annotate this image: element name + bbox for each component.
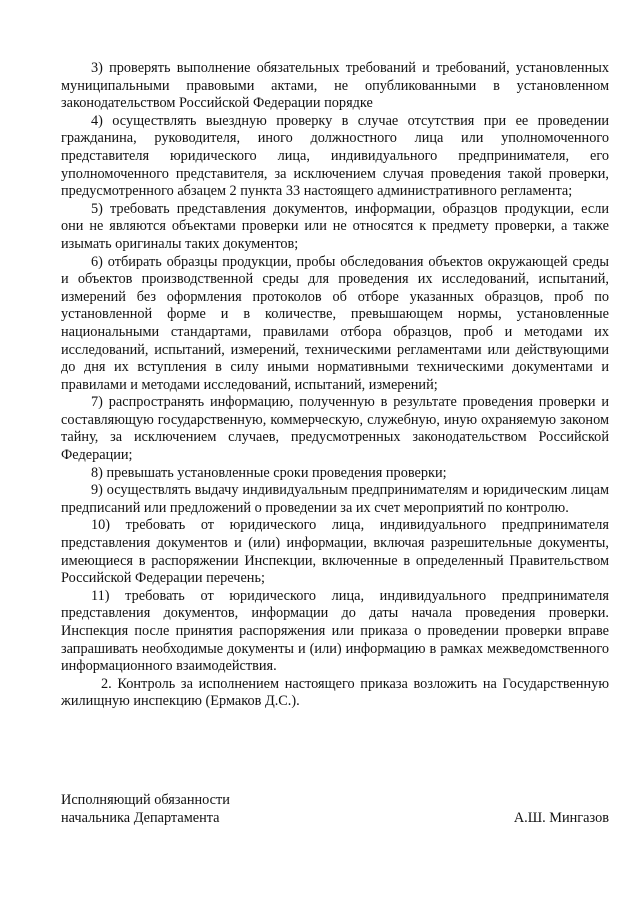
control-paragraph: 2. Контроль за исполнением настоящего приказа возложить на Государственную жилищную инспекцию (Ермаков Д.С.). <box>61 675 609 710</box>
signature-name: А.Ш. Мингазов <box>513 809 609 826</box>
list-item-5: 5) требовать представления документов, информации, образцов продукции, если они не являются объектами проверки или не относятся к предмету проверки, а также изымать оригиналы таких документов; <box>61 200 609 252</box>
signature-row <box>61 810 609 828</box>
signature-title-line1: Исполняющий обязанности <box>61 792 230 808</box>
list-item-3: 3) проверять выполнение обязательных требований и требований, установленных муниципальными правовыми актами, не опубликованными в установленном законодательством Российской Федерации порядке <box>61 60 609 112</box>
list-item-11: 11) требовать от юридического лица, индивидуального предпринимателя представления документов, информации до даты начала проведения проверки. Инспекция после принятия распоряжения или приказа о проведении проверки вправе запрашивать необходимые документы и (или) информацию в рамках межведомственного информационного взаимодействия. <box>61 587 609 675</box>
signature-block <box>61 792 609 827</box>
list-item-8: 8) превышать установленные сроки проведения проверки; <box>91 464 447 481</box>
document-body <box>61 60 609 711</box>
list-item-7: 7) распространять информацию, полученную в результате проведения проверки и составляющую государственную, коммерческую, служебную, иную охраняемую законом тайну, за исключением случаев, предусмотренных законодательством Российской Федерации; <box>61 394 609 464</box>
list-item-4: 4) осуществлять выездную проверку в случае отсутствия при ее проведении гражданина, руководителя, иного должностного лица или уполномоченного представителя юридического лица, индивидуального предпринимателя, его уполномоченного представителя, за исключением случая проведения такой проверки, предусмотренного абзацем 2 пункта 33 настоящего административного регламента; <box>61 112 609 200</box>
signature-title-line2: начальника Департамента <box>61 809 220 826</box>
list-item-6: 6) отбирать образцы продукции, пробы обследования объектов окружающей среды и объектов производственной среды для проведения их исследований, испытаний, измерений без оформления протоколов об отборе указанных образцов, проб по установленной форме и в количестве, превышающем нормы, установленные национальными стандартами, правилами отбора образцов, проб и методами их исследований, испытаний, измерений, техническими регламентами или действующими до дня их вступления в силу иными нормативными техническими документами и правилами и методами исследований, испытаний, измерений; <box>61 253 609 393</box>
list-item-9: 9) осуществлять выдачу индивидуальным предпринимателям и юридическим лицам предписаний или предложений о проведении за их счет мероприятий по контролю. <box>61 482 609 516</box>
list-item-10: 10) требовать от юридического лица, индивидуального предпринимателя представления документов и (или) информации, включая разрешительные документы, имеющиеся в распоряжении Инспекции, включенные в определенный Правительством Российской Федерации перечень; <box>61 517 609 587</box>
